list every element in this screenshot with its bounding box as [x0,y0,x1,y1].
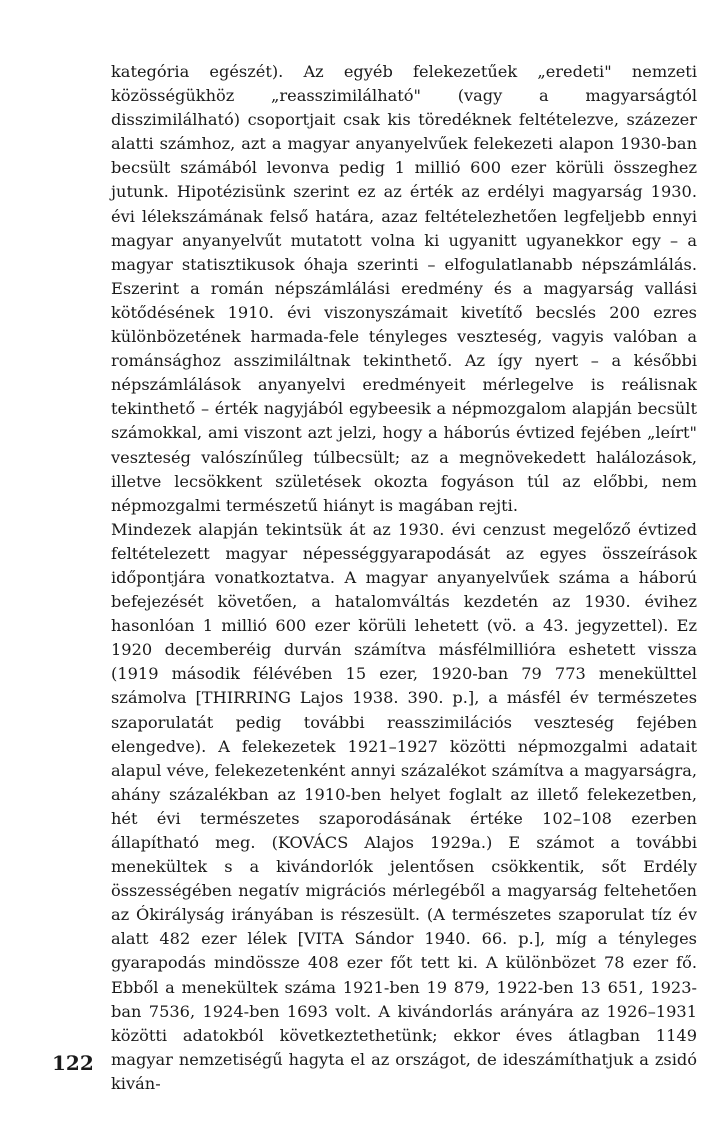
paragraph: kategória egészét). Az egyéb felekezetűek „eredeti" nemzeti közösségükhöz „reasszimilálható" (vagy a magyarságtól disszimilálható) csoportjait csak kis töredéknek feltételezve, százezer alatti számhoz, azt a magyar anyanyelvűek felekezeti alapon 1930-ban becsült számából levonva pedig 1 millió 600 ezer körüli összeghez jutunk. Hipotézisünk szerint ez az érték az erdélyi magyarság 1930. évi lélekszámának felső határa, azaz feltételezhetően legfeljebb ennyi magyar anyanyelvűt mutatott volna ki ugyanitt ugyanekkor egy – a magyar statisztikusok óhaja szerinti – elfogulatlanabb népszámlálás. Eszerint a román népszámlálási eredmény és a magyarság vallási kötődésének 1910. évi viszonyszámait kivetítő becslés 200 ezres különbözetének harmada-fele tényleges veszteség, vagyis valóban a románsághoz asszimiláltnak tekinthető. Az így nyert – a későbbi népszámlálások anyanyelvi eredményeit mérlegelve is reálisnak tekinthető – érték nagyjából egybeesik a népmozgalom alapján becsült számokkal, ami viszont azt jelzi, hogy a háborús évtized fejében „leírt" veszteség valószínűleg túlbecsült; az a megnövekedett halálozások, illetve lecsökkent születések okozta fogyáson túl az előbbi, nem népmozgalmi természetű hiányt is magában rejti. [111,62,697,515]
body-text [111,60,697,1096]
paragraph: Mindezek alapján tekintsük át az 1930. évi cenzust megelőző évtized feltételezett magyar népességgyarapodását az egyes összeírások időpontjára vonatkoztatva. A magyar anyanyelvűek száma a háború befejezését követően, a hatalomváltás kezdetén az 1930. évihez hasonlóan 1 millió 600 ezer körüli lehetett (vö. a 43. jegyzettel). Ez 1920 decemberéig durván számítva másfélmillióra eshetett vissza (1919 második félévében 15 ezer, 1920-ban 79 773 menekülttel számolva [THIRRING Lajos 1938. 390. p.], a másfél év természetes szaporulatát pedig további reasszimilációs veszteség fejében elengedve). A felekezetek 1921–1927 közötti népmozgalmi adatait alapul véve, felekezetenként annyi százalékot számítva a magyarságra, ahány százalékban az 1910-ben helyet foglalt az illető felekezetben, hét évi természetes szaporodásának értéke 102–108 ezerben állapítható meg. (KOVÁCS Alajos 1929a.) E számot a további menekültek s a kivándorlók jelentősen csökkentik, sőt Erdély összességében negatív migrációs mérlegéből a magyarság feltehetően az Ókirályság irányában is részesült. (A természetes szaporulat tíz év alatt 482 ezer lélek [VITA Sándor 1940. 66. p.], míg a tényleges gyarapodás mindössze 408 ezer főt tett ki. A különbözet 78 ezer fő. Ebből a menekültek száma 1921-ben 19 879, 1922-ben 13 651, 1923-ban 7536, 1924-ben 1693 volt. A kivándorlás arányára az 1926–1931 közötti adatokból következtethetünk; ekkor éves átlagban 1149 magyar nemzetiségű hagyta el az országot, de ideszámíthatjuk a zsidó kiván- [111,519,697,1093]
page-number: 122 [52,1051,94,1075]
